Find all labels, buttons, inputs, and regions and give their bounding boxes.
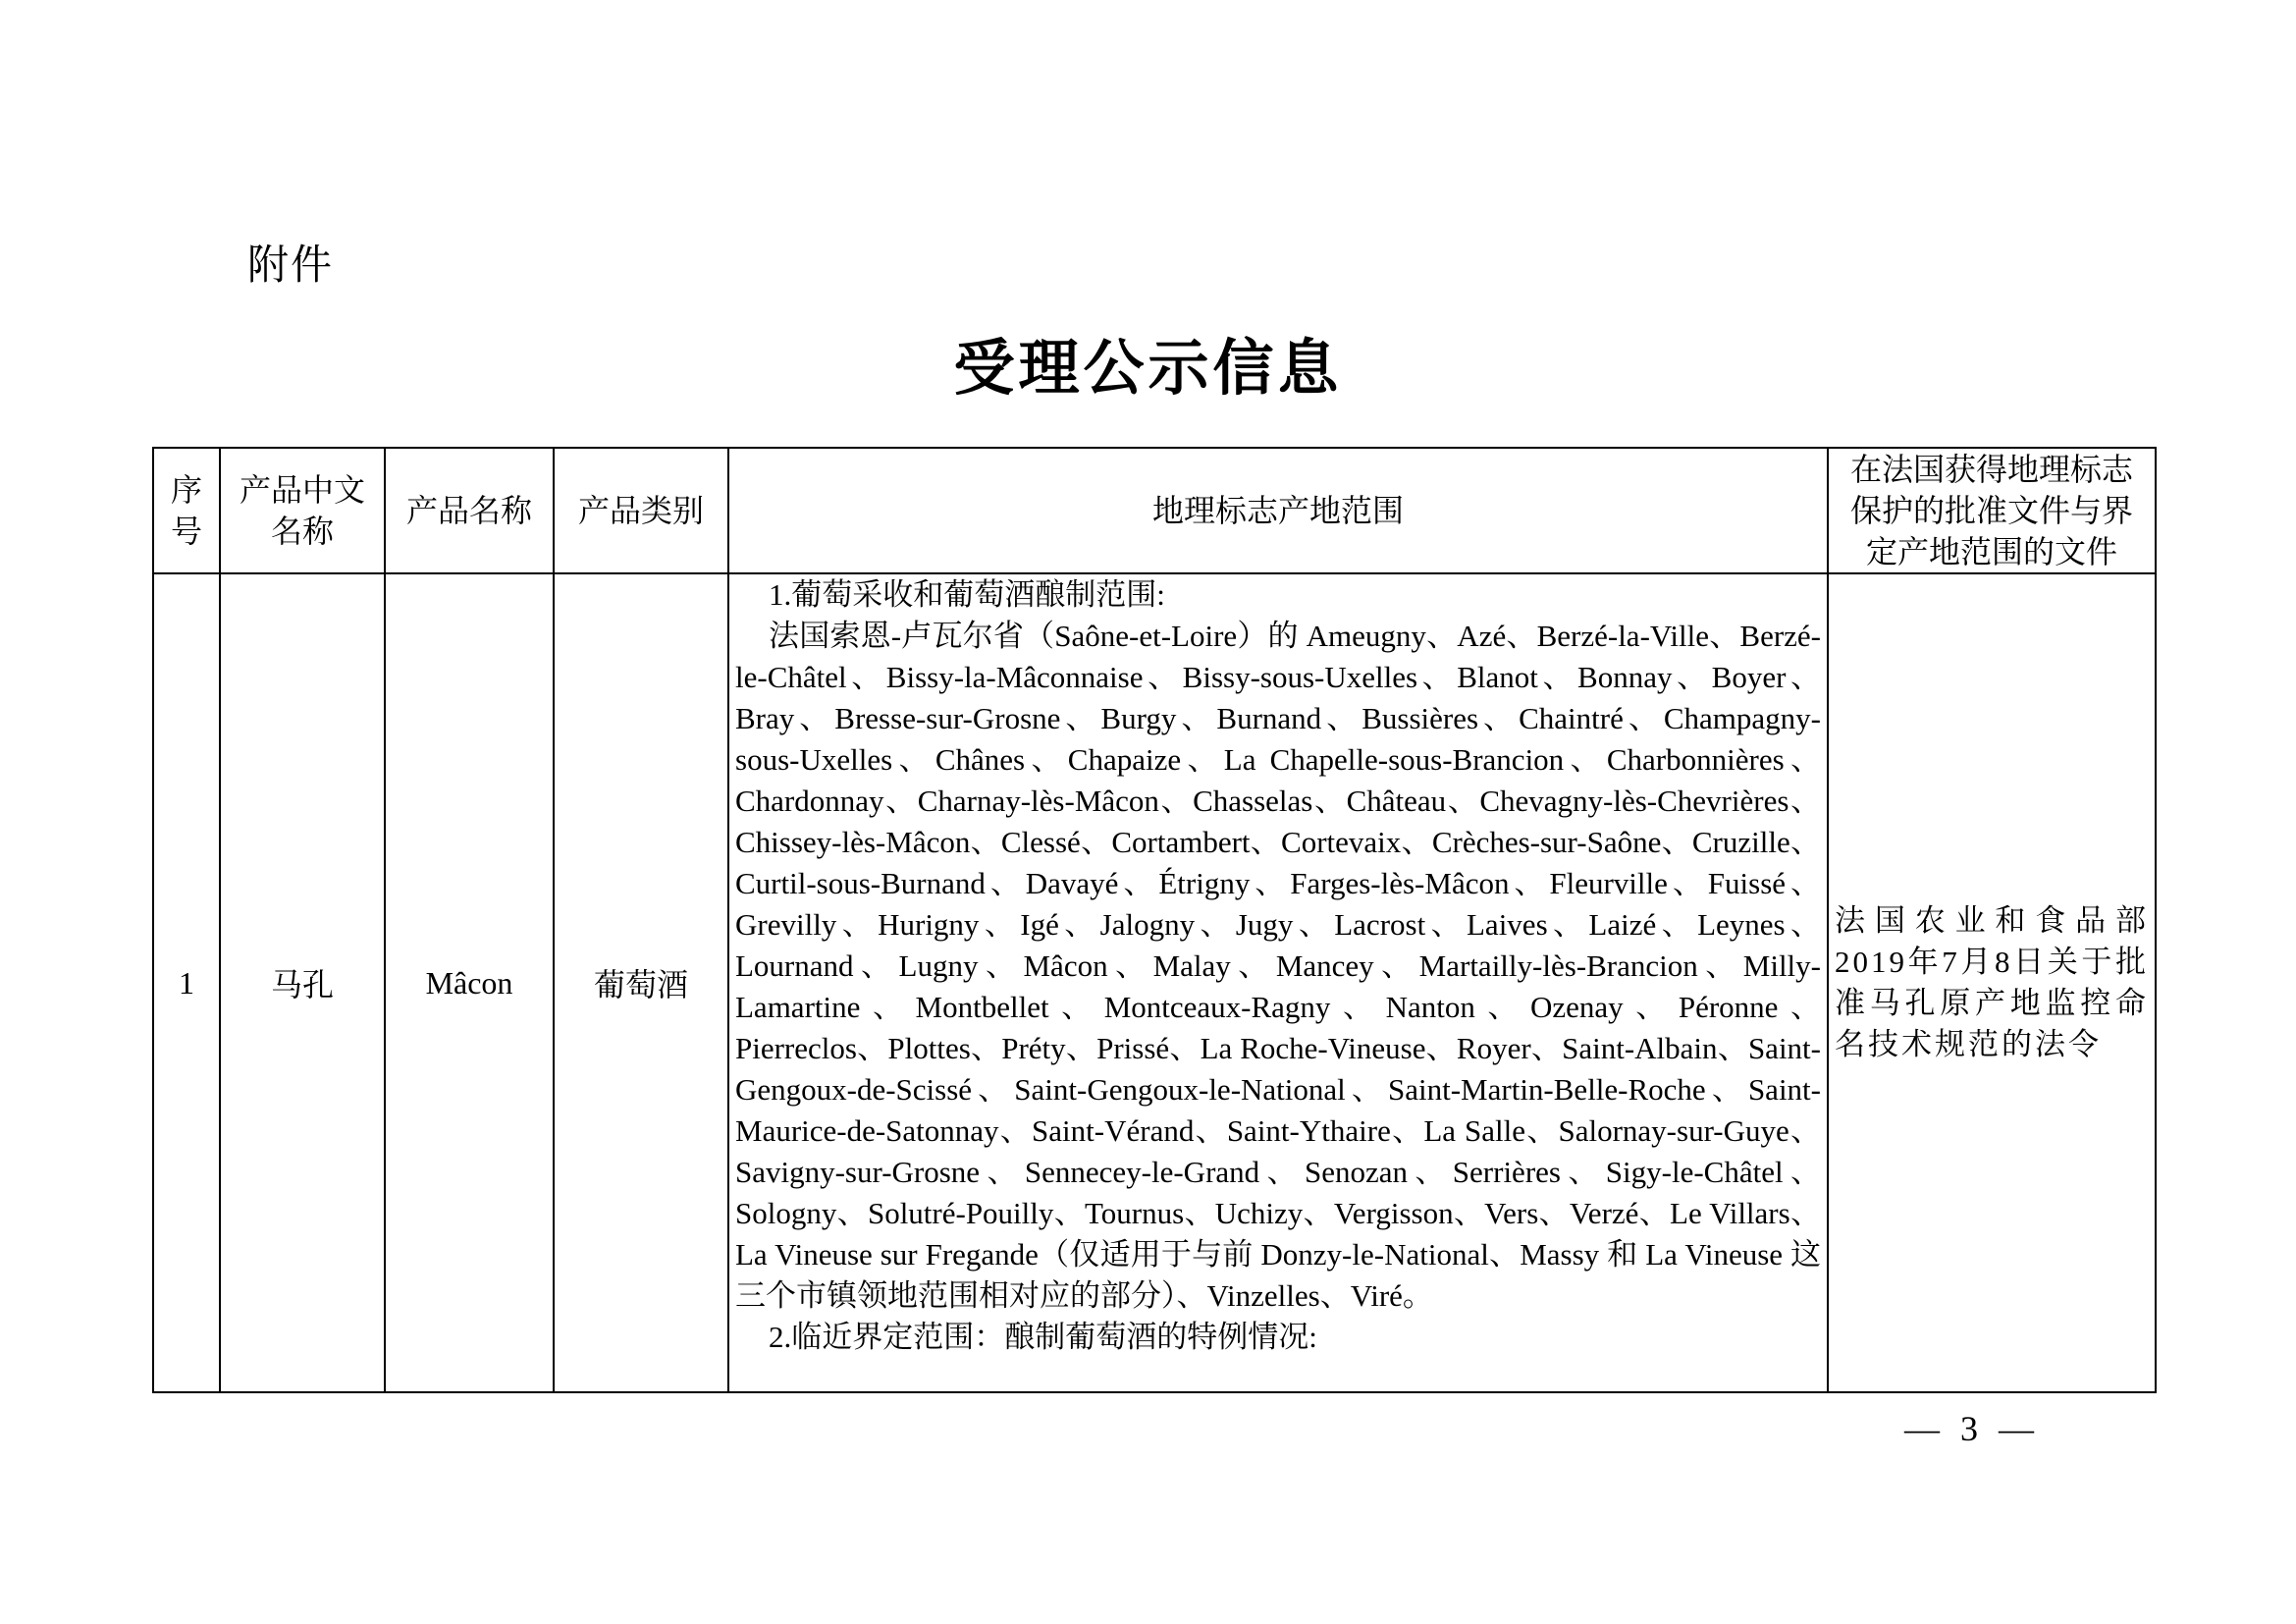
header-name: 产品名称 <box>385 448 554 573</box>
page-title: 受理公示信息 <box>953 332 1343 404</box>
header-cn-name: 产品中文名称 <box>220 448 385 573</box>
cell-serial: 1 <box>153 573 220 1392</box>
cell-cn-name: 马孔 <box>220 573 385 1392</box>
page-number: — 3 — <box>1904 1409 2040 1448</box>
header-category: 产品类别 <box>554 448 728 573</box>
header-serial: 序号 <box>153 448 220 573</box>
table-row <box>153 573 2156 1392</box>
scope-body-1: 法国索恩-卢瓦尔省（Saône-et-Loire）的 Ameugny、Azé、Berzé-la-Ville、Berzé-le-Châtel、Bissy-la-Mâconnaise、Bissy-sous-Uxelles、Blanot、Bonnay、Boyer、Bray、Bresse-sur-Grosne、Burgy、Burnand、Bussières、Chaintré、Champagny-sous-Uxelles、Chânes、Chapaize、La Chapelle-sous-Brancion、Charbonnières、Chardonnay、Charnay-lès-Mâcon、Chasselas、Château、Chevagny-lès-Chevrières、Chissey-lès-Mâcon、Clessé、Cortambert、Cortevaix、Crèches-sur-Saône、Cruzille、Curtil-sous-Burnand、Davayé、Étrigny、Farges-lès-Mâcon、Fleurville、Fuissé、Grevilly、Hurigny、Igé、Jalogny、Jugy、Lacrost、Laives、Laizé、Leynes、Lournand、Lugny、Mâcon、Malay、Mancey、Martailly-lès-Brancion、Milly-Lamartine、Montbellet、Montceaux-Ragny、Nanton、Ozenay、Péronne、Pierreclos、Plottes、Préty、Prissé、La Roche-Vineuse、Royer、Saint-Albain、Saint-Gengoux-de-Scissé、Saint-Gengoux-le-National、Saint-Martin-Belle-Roche、Saint-Maurice-de-Satonnay、Saint-Vérand、Saint-Ythaire、La Salle、Salornay-sur-Guye、Savigny-sur-Grosne、Sennecey-le-Grand、Senozan、Serrières、Sigy-le-Châtel、Sologny、Solutré-Pouilly、Tournus、Uchizy、Vergisson、Vers、Verzé、Le Villars、La Vineuse sur Fregande（仅适用于与前 Donzy-le-National、Massy 和 La Vineuse 这三个市镇领地范围相对应的部分）、Vinzelles、Viré。 <box>735 619 1821 1313</box>
header-scope: 地理标志产地范围 <box>728 448 1828 573</box>
scope-heading-2: 2.临近界定范围：酿制葡萄酒的特例情况: <box>769 1320 1317 1354</box>
cell-scope <box>728 573 1828 1392</box>
table-header-row <box>153 448 2156 573</box>
cell-name: Mâcon <box>385 573 554 1392</box>
header-approval: 在法国获得地理标志保护的批准文件与界定产地范围的文件 <box>1828 448 2156 573</box>
annex-label: 附件 <box>247 241 335 289</box>
approval-text: 法国农业和食品部2019年7月8日关于批准马孔原产地监控命名技术规范的法令 <box>1835 903 2149 1061</box>
cell-approval <box>1828 573 2156 1392</box>
notice-table <box>152 447 2157 1393</box>
scope-heading-1: 1.葡萄采收和葡萄酒酿制范围: <box>769 577 1165 612</box>
cell-category: 葡萄酒 <box>554 573 728 1392</box>
